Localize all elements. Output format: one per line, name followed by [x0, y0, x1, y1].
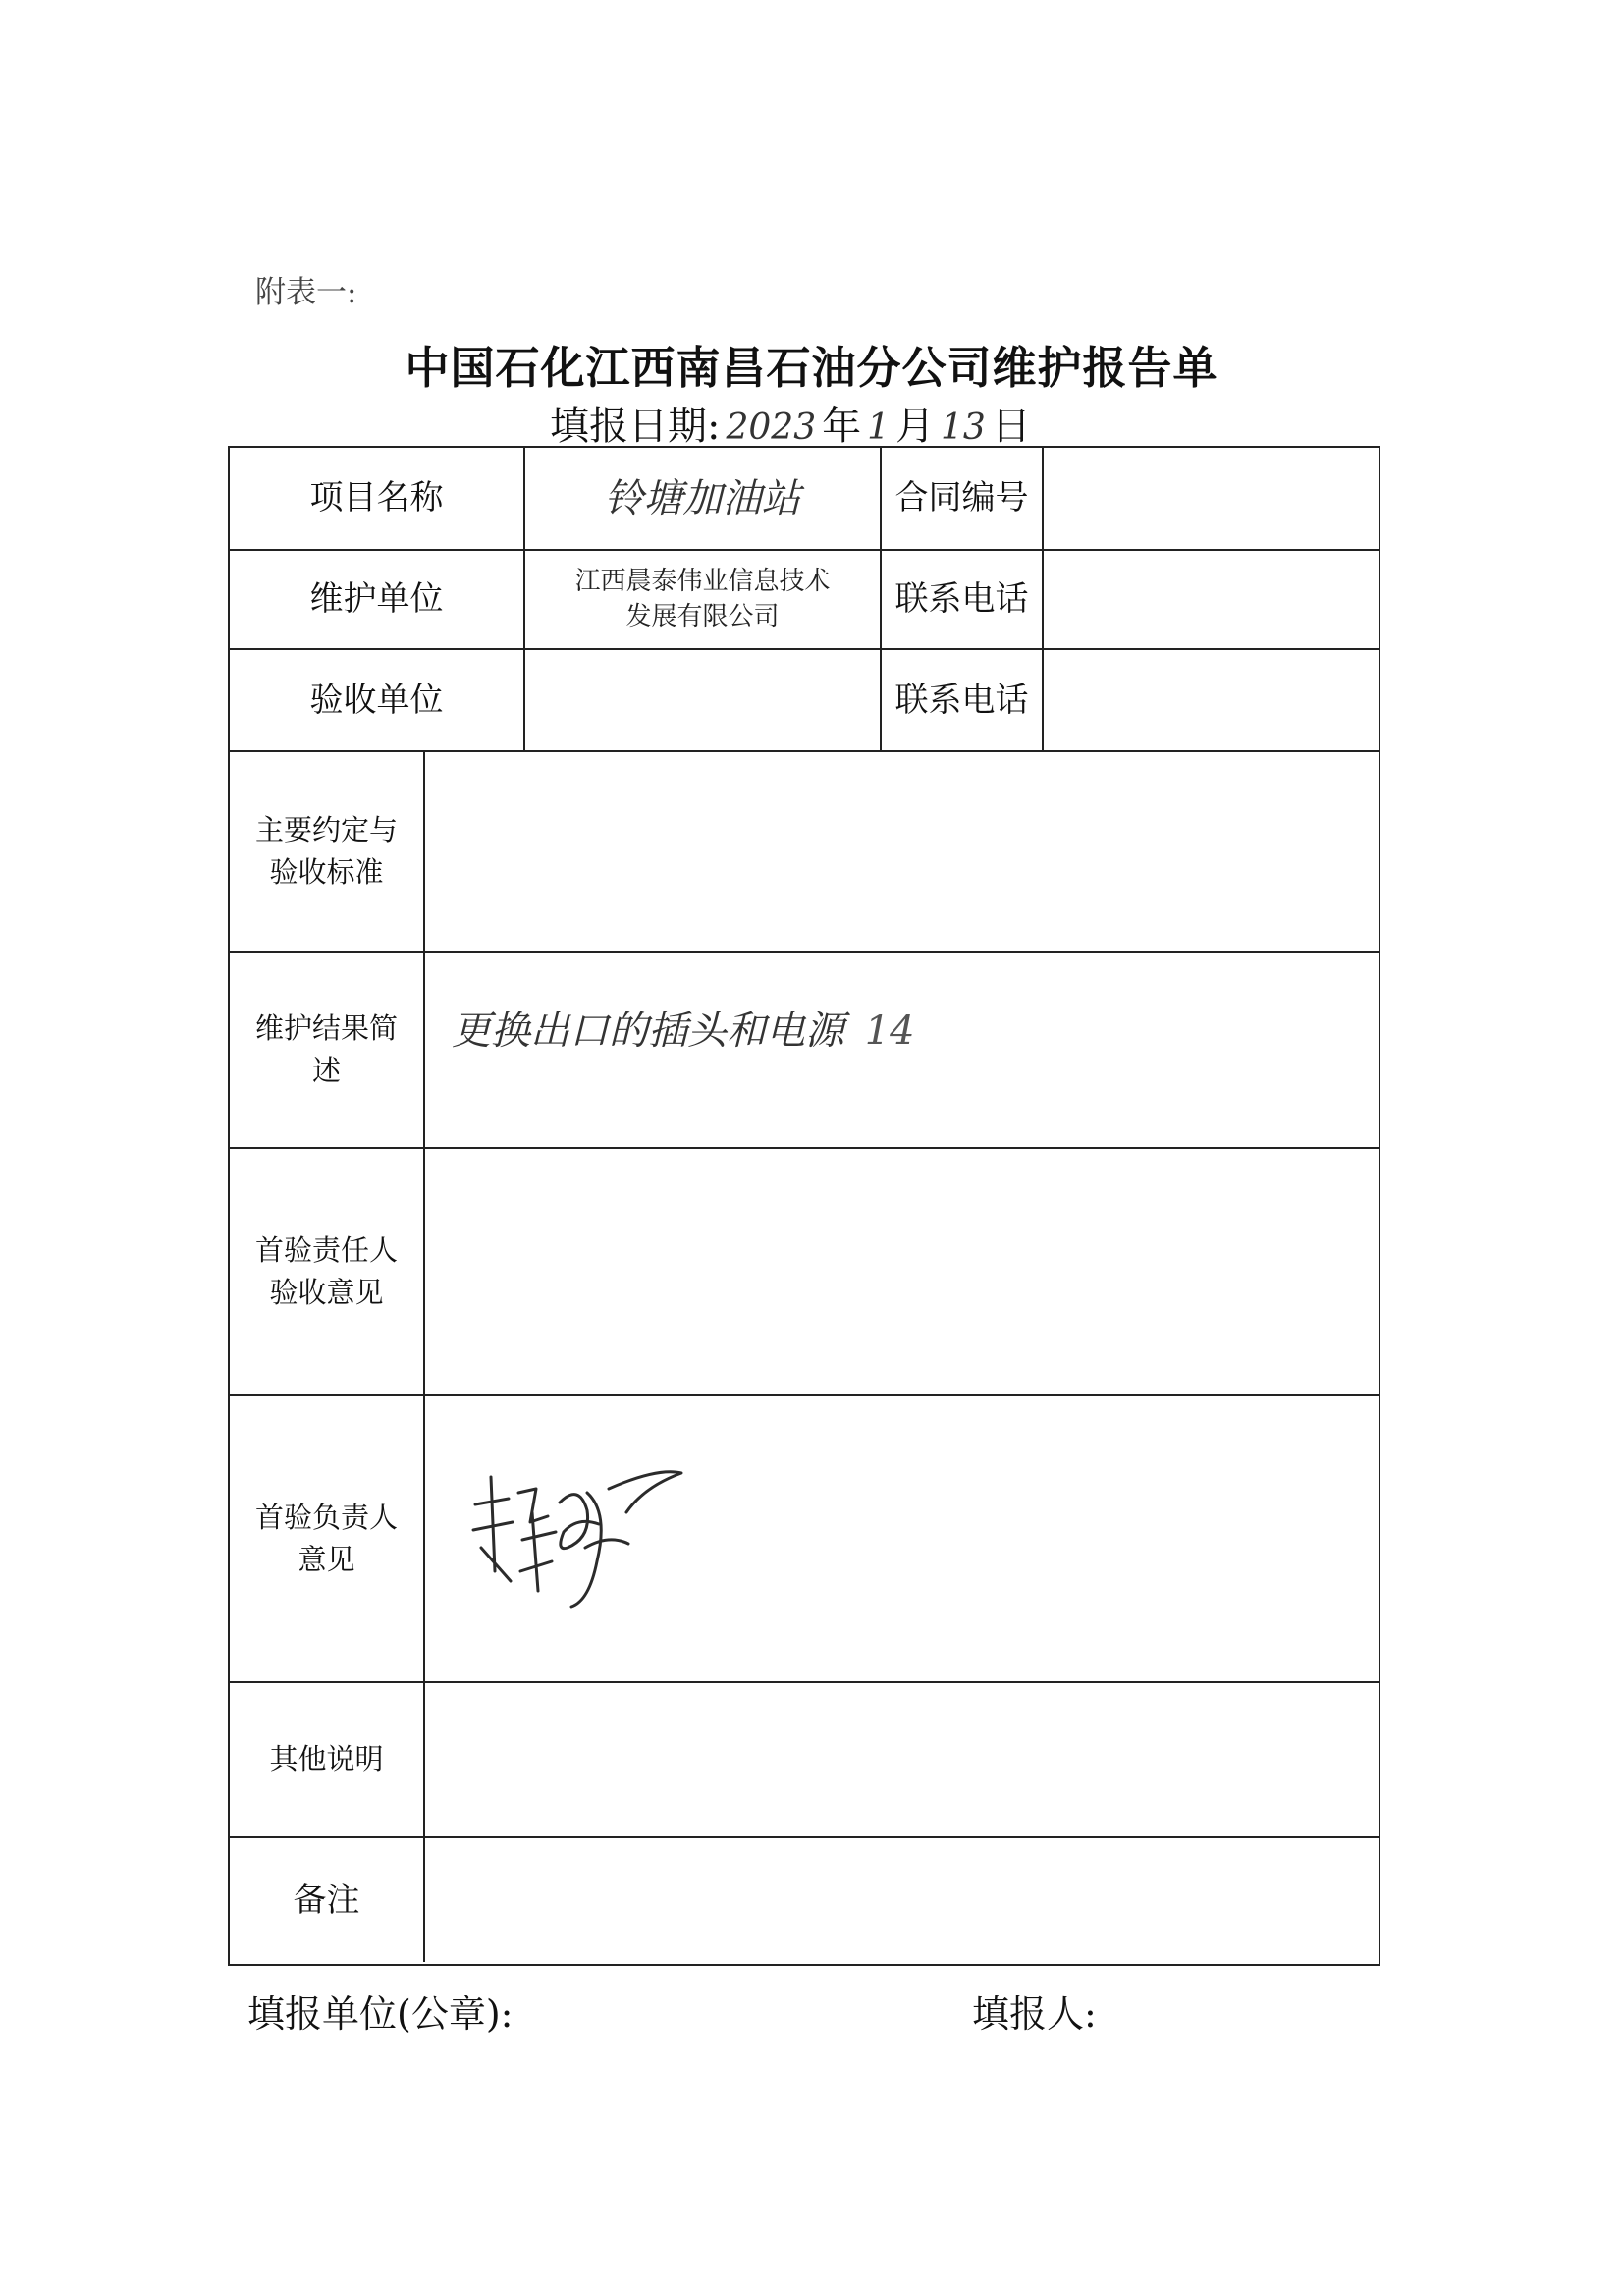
fill-date-line	[550, 395, 1031, 451]
footer-person-label: 填报人:	[972, 1993, 1097, 2036]
result-text: 更换出口的插头和电源	[452, 1009, 844, 1054]
other-label: 其他说明	[269, 1742, 384, 1777]
result-number: 14	[864, 1009, 915, 1054]
date-month: 1	[867, 408, 891, 448]
agreement-label-line2: 验收标准	[269, 855, 384, 889]
first-check-label-line1: 首验责任人	[254, 1232, 398, 1267]
other-value	[425, 1683, 1377, 1836]
date-day: 13	[941, 408, 986, 448]
year-unit: 年	[822, 404, 862, 449]
maintenance-unit-label: 维护单位	[309, 579, 444, 620]
result-label-line1: 维护结果简	[254, 1011, 398, 1045]
maintenance-unit-value	[525, 551, 880, 648]
footer-unit-label: 填报单位(公章):	[247, 1993, 514, 2036]
contract-no-label: 合同编号	[894, 478, 1029, 519]
contract-no-value	[1044, 448, 1377, 549]
remark-label: 备注	[293, 1880, 360, 1920]
project-name-value: 铃塘加油站	[604, 475, 801, 521]
project-name-label: 项目名称	[309, 478, 444, 519]
first-owner-label-line1: 首验负责人	[254, 1500, 398, 1534]
contact-phone-value-2	[1044, 650, 1377, 750]
contact-phone-value-1	[1044, 551, 1377, 648]
first-check-label	[230, 1149, 423, 1394]
maintenance-unit-line1: 江西晨泰伟业信息技术	[574, 567, 831, 597]
date-label: 填报日期:	[550, 404, 721, 449]
day-unit: 日	[991, 404, 1031, 449]
attachment-label: 附表一:	[255, 275, 357, 310]
first-check-value	[425, 1149, 1377, 1394]
first-owner-label-line2: 意见	[298, 1543, 355, 1576]
agreement-value	[425, 752, 1377, 951]
handwritten-signature	[461, 1453, 697, 1611]
contact-phone-label-1: 联系电话	[894, 579, 1029, 620]
contact-phone-label-2: 联系电话	[894, 680, 1029, 720]
result-value	[452, 1000, 915, 1056]
first-check-label-line2: 验收意见	[269, 1276, 384, 1309]
date-year: 2023	[726, 408, 817, 448]
acceptance-unit-value	[525, 650, 880, 750]
page-title: 中国石化江西南昌石油分公司维护报告单	[405, 342, 1218, 394]
month-unit: 月	[895, 404, 936, 449]
agreement-label-line1: 主要约定与	[254, 812, 398, 847]
result-label-line2: 述	[311, 1054, 341, 1087]
remark-value	[425, 1838, 1377, 1962]
agreement-label	[230, 752, 423, 951]
result-label	[230, 953, 423, 1147]
acceptance-unit-label: 验收单位	[309, 680, 444, 720]
first-owner-label	[230, 1396, 423, 1681]
maintenance-unit-line2: 发展有限公司	[625, 601, 780, 631]
